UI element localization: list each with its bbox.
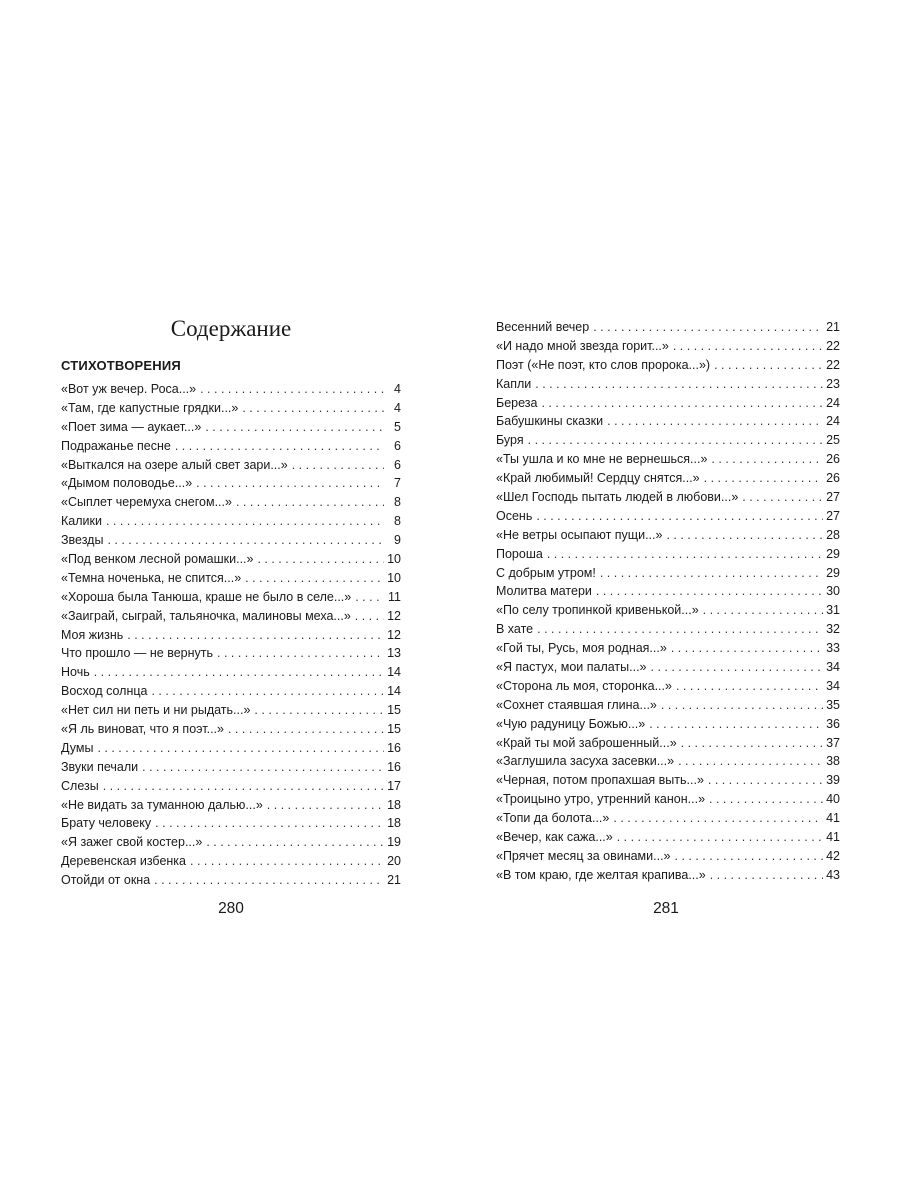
toc-entry <box>61 588 401 607</box>
toc-entry-page: 41 <box>826 811 840 826</box>
dot-leader <box>661 696 823 715</box>
dot-leader <box>541 394 823 413</box>
toc-entry-title: С добрым утром! <box>496 565 596 580</box>
toc-list-right <box>496 318 840 885</box>
toc-entry-title: «Край любимый! Сердцу снятся...» <box>496 471 700 486</box>
toc-entry <box>496 450 840 469</box>
toc-entry <box>496 394 840 413</box>
toc-entry <box>496 582 840 601</box>
toc-entry-title: Что прошло — не вернуть <box>61 646 213 661</box>
toc-entry <box>496 677 840 696</box>
toc-entry-title: Отойди от окна <box>61 873 151 888</box>
toc-entry-title: Восход солнца <box>61 684 148 699</box>
toc-entry-page: 10 <box>387 552 401 567</box>
dot-leader <box>217 644 384 663</box>
toc-entry-title: Весенний вечер <box>496 320 590 334</box>
toc-entry <box>61 814 401 833</box>
toc-entry-title: «Выткался на озере алый свет зари...» <box>61 457 288 472</box>
toc-entry <box>61 626 401 645</box>
dot-leader <box>206 833 384 852</box>
dot-leader <box>127 626 384 645</box>
toc-entry-page: 7 <box>394 476 401 491</box>
toc-entry-title: Думы <box>61 740 94 755</box>
toc-entry-page: 16 <box>387 759 401 774</box>
toc-entry-title: «Дымом половодье...» <box>61 476 193 491</box>
toc-entry <box>61 474 401 493</box>
toc-entry-title: Осень <box>496 508 533 523</box>
toc-entry <box>61 758 401 777</box>
toc-entry-page: 43 <box>826 867 840 882</box>
toc-entry-page: 11 <box>388 589 401 604</box>
dot-leader <box>671 639 823 658</box>
toc-entry-title: «Поет зима — аукает...» <box>61 419 202 434</box>
toc-entry-page: 14 <box>387 684 401 699</box>
toc-entry-page: 26 <box>826 452 840 467</box>
toc-entry <box>496 601 840 620</box>
toc-entry <box>61 512 401 531</box>
toc-entry-page: 21 <box>826 320 840 334</box>
toc-entry <box>496 526 840 545</box>
toc-entry <box>496 545 840 564</box>
toc-entry <box>496 715 840 734</box>
toc-entry <box>61 531 401 550</box>
toc-entry-title: «Не ветры осыпают пущи...» <box>496 527 663 542</box>
toc-entry <box>61 644 401 663</box>
toc-entry-title: «Я пастух, мои палаты...» <box>496 660 647 675</box>
dot-leader <box>703 601 823 620</box>
toc-entry <box>61 852 401 871</box>
dot-leader <box>292 456 384 475</box>
toc-entry-title: «Сторона ль моя, сторонка...» <box>496 678 672 693</box>
toc-entry-page: 9 <box>394 533 401 548</box>
toc-entry-page: 25 <box>826 433 840 448</box>
toc-entry-page: 31 <box>826 603 840 618</box>
dot-leader <box>593 318 823 337</box>
dot-leader <box>673 337 823 356</box>
toc-entry-page: 4 <box>394 400 401 415</box>
dot-leader <box>666 526 823 545</box>
dot-leader <box>537 620 823 639</box>
toc-entry-page: 29 <box>826 565 840 580</box>
toc-entry-title: «Сыплет черемуха снегом...» <box>61 495 232 510</box>
toc-entry-title: «Не видать за туманною далью...» <box>61 797 263 812</box>
dot-leader <box>200 380 384 399</box>
toc-entry-title: «Край ты мой заброшенный...» <box>496 735 677 750</box>
toc-entry-page: 29 <box>826 546 840 561</box>
dot-leader <box>742 488 823 507</box>
toc-entry <box>496 847 840 866</box>
toc-entry <box>61 682 401 701</box>
toc-entry <box>496 412 840 431</box>
toc-entry-title: Подражанье песне <box>61 438 171 453</box>
toc-entry-title: «Вот уж вечер. Роса...» <box>61 382 197 396</box>
toc-entry-title: Пороша <box>496 546 543 561</box>
toc-entry <box>61 739 401 758</box>
toc-entry-title: Калики <box>61 514 102 529</box>
toc-entry <box>61 663 401 682</box>
toc-entry-title: «Темна ноченька, не спится...» <box>61 570 242 585</box>
toc-entry-title: Слезы <box>61 778 99 793</box>
toc-entry-page: 42 <box>826 848 840 863</box>
toc-entry <box>496 431 840 450</box>
dot-leader <box>355 588 384 607</box>
toc-entry-title: «В том краю, где желтая крапива...» <box>496 867 706 882</box>
dot-leader <box>675 847 824 866</box>
toc-entry-page: 20 <box>387 854 401 869</box>
toc-entry-title: «Ты ушла и ко мне не вернешься...» <box>496 452 708 467</box>
toc-entry-page: 19 <box>387 835 401 850</box>
toc-entry <box>496 469 840 488</box>
dot-leader <box>151 682 384 701</box>
toc-entry-page: 38 <box>826 754 840 769</box>
dot-leader <box>154 871 384 890</box>
toc-entry-page: 17 <box>387 778 401 793</box>
toc-entry <box>61 720 401 739</box>
dot-leader <box>596 582 823 601</box>
toc-entry-page: 8 <box>394 495 401 510</box>
dot-leader <box>708 771 823 790</box>
page-title: Содержание <box>170 316 292 341</box>
toc-entry-page: 32 <box>826 622 840 637</box>
toc-entry-title: «Шел Господь пытать людей в любови...» <box>496 490 739 505</box>
dot-leader <box>267 796 384 815</box>
toc-entry-title: «Нет сил ни петь и ни рыдать...» <box>61 703 251 718</box>
toc-entry-page: 16 <box>387 740 401 755</box>
dot-leader <box>681 734 823 753</box>
toc-entry <box>61 833 401 852</box>
toc-entry <box>496 620 840 639</box>
toc-entry-page: 27 <box>826 490 840 505</box>
toc-entry-page: 24 <box>826 395 840 410</box>
dot-leader <box>236 493 384 512</box>
toc-entry <box>61 607 401 626</box>
section-heading: СТИХОТВОРЕНИЯ <box>61 358 181 373</box>
page-number-right: 281 <box>653 900 679 917</box>
toc-entry-title: Деревенская избенка <box>61 854 187 869</box>
toc-entry-page: 18 <box>387 797 401 812</box>
toc-entry <box>496 488 840 507</box>
toc-entry-title: «Прячет месяц за овинами...» <box>496 848 671 863</box>
dot-leader <box>242 399 384 418</box>
toc-entry <box>61 456 401 475</box>
toc-entry-title: В хате <box>496 622 534 637</box>
dot-leader <box>94 663 384 682</box>
toc-entry-page: 34 <box>826 678 840 693</box>
toc-entry <box>496 771 840 790</box>
toc-entry-title: Капли <box>496 376 532 391</box>
toc-entry <box>496 507 840 526</box>
dot-leader <box>528 431 823 450</box>
toc-entry-title: «Вечер, как сажа...» <box>496 830 613 845</box>
toc-entry <box>61 796 401 815</box>
dot-leader <box>205 418 384 437</box>
toc-entry <box>496 790 840 809</box>
toc-entry <box>61 380 401 399</box>
toc-entry-title: «Я ль виноват, что я поэт...» <box>61 722 224 737</box>
toc-entry <box>61 493 401 512</box>
dot-leader <box>355 607 384 626</box>
toc-entry <box>496 639 840 658</box>
toc-entry-page: 13 <box>387 646 401 661</box>
toc-entry <box>61 399 401 418</box>
toc-entry-title: «Чую радуницу Божью...» <box>496 716 646 731</box>
toc-entry-title: Звезды <box>61 533 104 548</box>
toc-entry-page: 6 <box>394 457 401 472</box>
toc-entry <box>496 696 840 715</box>
toc-entry <box>496 658 840 677</box>
dot-leader <box>535 375 823 394</box>
toc-entry-page: 33 <box>826 641 840 656</box>
toc-entry <box>496 564 840 583</box>
toc-entry <box>61 569 401 588</box>
toc-list-left <box>61 380 401 890</box>
toc-entry-title: «Хороша была Танюша, краше не было в селе...» <box>61 589 352 604</box>
dot-leader <box>613 809 823 828</box>
dot-leader <box>536 507 823 526</box>
toc-entry <box>61 418 401 437</box>
dot-leader <box>714 356 823 375</box>
toc-entry-page: 5 <box>394 419 401 434</box>
dot-leader <box>103 777 384 796</box>
toc-entry-page: 34 <box>826 660 840 675</box>
toc-entry-page: 18 <box>387 816 401 831</box>
toc-entry <box>496 375 840 394</box>
dot-leader <box>245 569 384 588</box>
toc-entry-page: 28 <box>826 527 840 542</box>
dot-leader <box>106 512 384 531</box>
toc-entry <box>496 866 840 885</box>
toc-entry-page: 30 <box>826 584 840 599</box>
toc-entry-title: «Под венком лесной ромашки...» <box>61 552 254 567</box>
toc-entry-page: 39 <box>826 773 840 788</box>
toc-entry-title: «Гой ты, Русь, моя родная...» <box>496 641 667 656</box>
toc-entry-title: «Сохнет стаявшая глина...» <box>496 697 657 712</box>
dot-leader <box>607 412 823 431</box>
toc-entry-page: 12 <box>387 627 401 642</box>
toc-entry-title: Береза <box>496 395 538 410</box>
dot-leader <box>228 720 384 739</box>
dot-leader <box>678 752 823 771</box>
toc-entry-page: 12 <box>387 608 401 623</box>
toc-entry-page: 22 <box>826 357 840 372</box>
toc-entry <box>61 437 401 456</box>
dot-leader <box>676 677 823 696</box>
toc-entry-title: Ночь <box>61 665 90 680</box>
toc-entry <box>496 356 840 375</box>
toc-entry-page: 22 <box>826 338 840 353</box>
dot-leader <box>196 474 384 493</box>
dot-leader <box>617 828 823 847</box>
toc-entry <box>61 777 401 796</box>
toc-entry-page: 15 <box>387 703 401 718</box>
dot-leader <box>600 564 823 583</box>
toc-entry <box>496 318 840 337</box>
toc-entry-page: 26 <box>826 471 840 486</box>
toc-entry <box>61 871 401 890</box>
toc-entry <box>496 828 840 847</box>
toc-entry-page: 37 <box>826 735 840 750</box>
toc-entry <box>61 550 401 569</box>
toc-entry-page: 6 <box>394 438 401 453</box>
dot-leader <box>254 701 384 720</box>
toc-entry-page: 24 <box>826 414 840 429</box>
toc-entry-page: 21 <box>387 873 401 888</box>
dot-leader <box>651 658 823 677</box>
toc-entry-page: 40 <box>826 792 840 807</box>
toc-entry <box>496 809 840 828</box>
toc-entry-title: «И надо мной звезда горит...» <box>496 338 669 353</box>
toc-entry-title: Моя жизнь <box>61 627 124 642</box>
toc-entry-page: 27 <box>826 508 840 523</box>
toc-entry-page: 4 <box>394 382 401 396</box>
dot-leader <box>175 437 384 456</box>
toc-entry <box>496 734 840 753</box>
toc-entry-title: «Заиграй, сыграй, тальяночка, малиновы меха...» <box>61 608 351 623</box>
dot-leader <box>107 531 384 550</box>
dot-leader <box>142 758 384 777</box>
dot-leader <box>190 852 384 871</box>
dot-leader <box>155 814 384 833</box>
toc-entry-title: «Троицыно утро, утренний канон...» <box>496 792 706 807</box>
toc-entry-title: «Там, где капустные грядки...» <box>61 400 239 415</box>
toc-entry <box>496 752 840 771</box>
toc-entry-page: 10 <box>387 570 401 585</box>
dot-leader <box>649 715 823 734</box>
toc-entry-title: «По селу тропинкой кривенькой...» <box>496 603 699 618</box>
toc-entry-page: 23 <box>826 376 840 391</box>
toc-entry-title: Звуки печали <box>61 759 139 774</box>
toc-entry-page: 15 <box>387 722 401 737</box>
toc-entry-title: «Заглушила засуха засевки...» <box>496 754 675 769</box>
toc-entry-page: 41 <box>826 830 840 845</box>
toc-entry-page: 35 <box>826 697 840 712</box>
toc-entry <box>496 337 840 356</box>
toc-entry-title: Брату человеку <box>61 816 152 831</box>
dot-leader <box>257 550 384 569</box>
toc-entry-title: Бабушкины сказки <box>496 414 604 429</box>
toc-entry-title: Буря <box>496 433 524 448</box>
page-number-left: 280 <box>218 900 244 917</box>
toc-entry-page: 8 <box>394 514 401 529</box>
toc-entry-page: 14 <box>387 665 401 680</box>
dot-leader <box>709 790 823 809</box>
toc-entry-title: «Черная, потом пропахшая выть...» <box>496 773 704 788</box>
toc-entry-title: Молитва матери <box>496 584 592 599</box>
dot-leader <box>710 866 823 885</box>
toc-entry <box>61 701 401 720</box>
toc-entry-title: «Топи да болота...» <box>496 811 610 826</box>
dot-leader <box>97 739 384 758</box>
toc-entry-title: Поэт («Не поэт, кто слов пророка...») <box>496 357 711 372</box>
dot-leader <box>704 469 823 488</box>
toc-entry-title: «Я зажег свой костер...» <box>61 835 203 850</box>
dot-leader <box>547 545 823 564</box>
dot-leader <box>711 450 823 469</box>
toc-entry-page: 36 <box>826 716 840 731</box>
